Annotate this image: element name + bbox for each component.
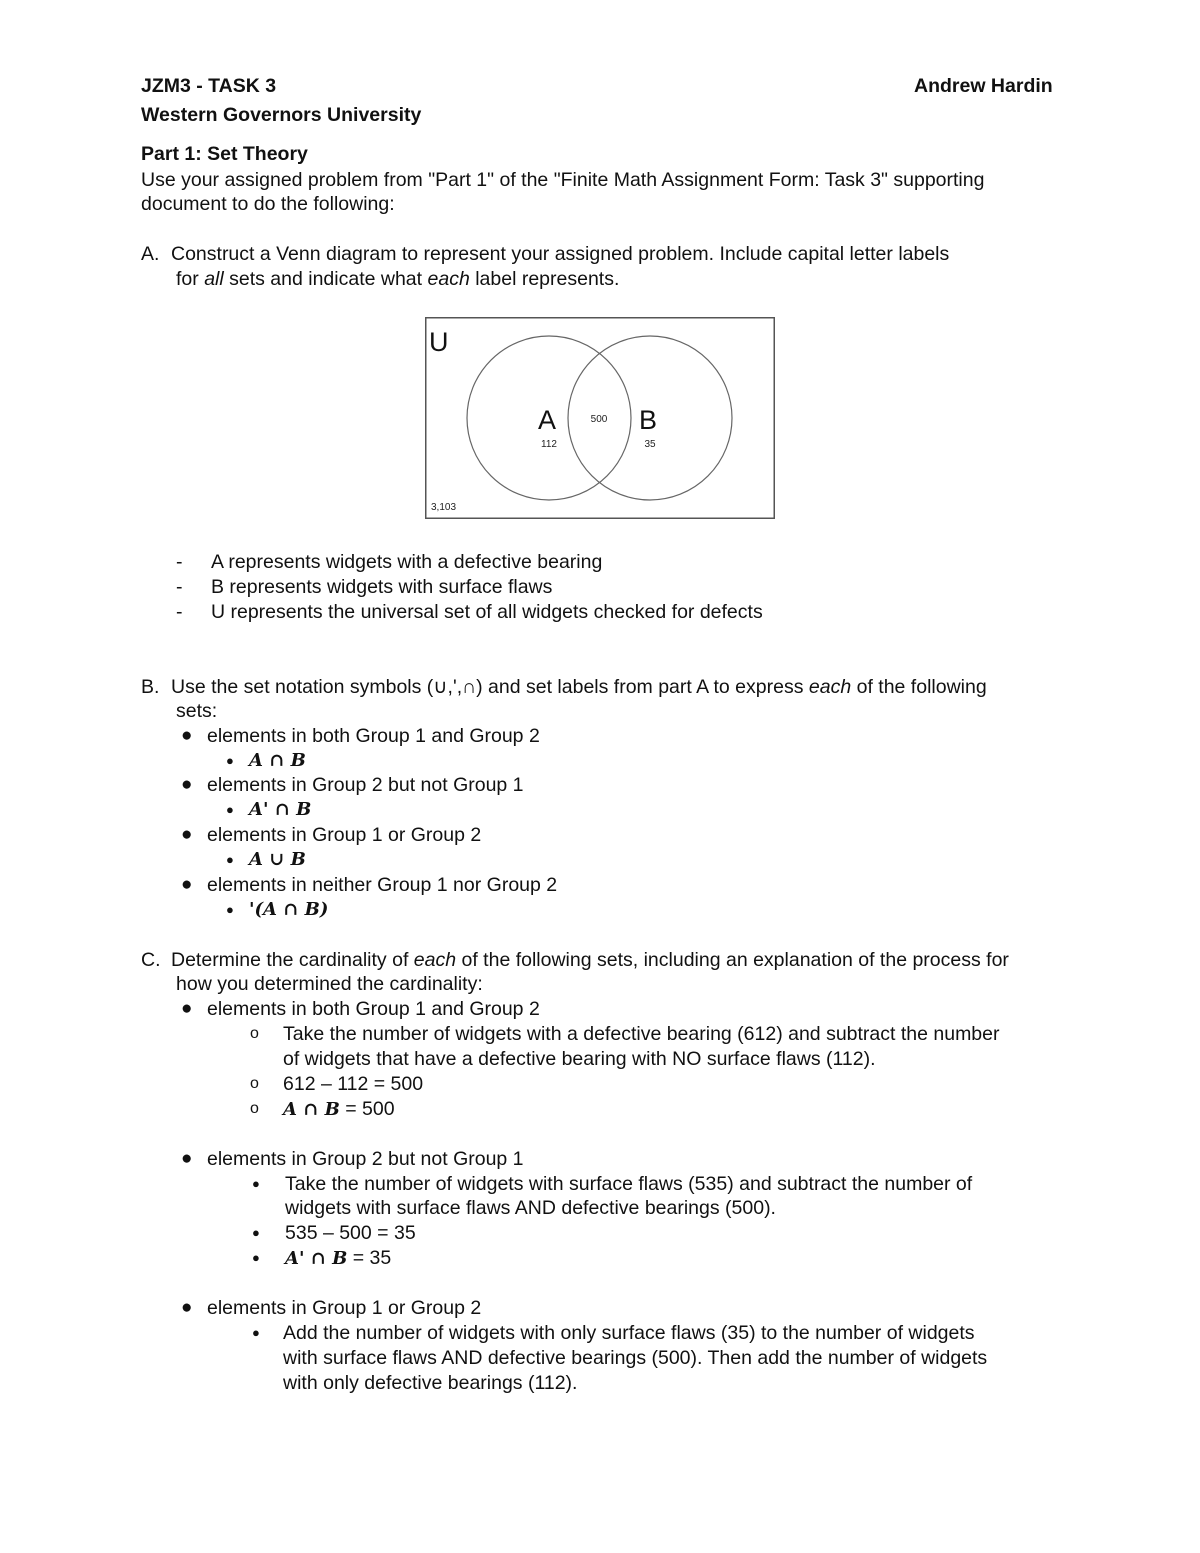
c-item3-explain3: with only defective bearings (112). — [283, 1372, 578, 1394]
bullet-icon: ● — [226, 753, 234, 768]
bullet-icon: ● — [181, 824, 193, 845]
dash-marker: - — [176, 601, 183, 623]
section-c-line2: how you determined the cardinality: — [176, 973, 483, 995]
c-item2-result: A' ∩ B = 35 — [285, 1247, 392, 1269]
c-item2-calc: 535 – 500 = 35 — [285, 1222, 416, 1244]
bullet-icon: ● — [181, 1297, 193, 1318]
set-a-label: A — [538, 405, 557, 435]
section-b-letter: B. — [141, 676, 160, 698]
c-item1-calc: 612 – 112 = 500 — [283, 1073, 424, 1095]
author-name: Andrew Hardin — [914, 75, 1053, 97]
c-item3-label: elements in Group 1 or Group 2 — [207, 1297, 482, 1319]
b-item4-label: elements in neither Group 1 nor Group 2 — [207, 874, 558, 896]
bullet-icon: ● — [252, 1176, 260, 1191]
bullet-icon: ● — [226, 852, 234, 867]
bullet-icon: ● — [181, 774, 193, 795]
bullet-icon: ● — [226, 802, 234, 817]
bullet-icon: ● — [252, 1225, 260, 1240]
outside-count: 3,103 — [431, 502, 457, 513]
c-item1-explain2: of widgets that have a defective bearing with NO surface flaws (112). — [283, 1048, 876, 1070]
dash-marker: - — [176, 576, 183, 598]
c-item3-explain2: with surface flaws AND defective bearings (500). Then add the number of widgets — [283, 1347, 988, 1369]
part1-intro-line2: document to do the following: — [141, 193, 395, 215]
circle-bullet-icon: o — [250, 1075, 259, 1092]
definition-u: U represents the universal set of all widgets checked for defects — [211, 601, 763, 623]
b-item4-answer: '(A ∩ B) — [249, 899, 329, 920]
definition-b: B represents widgets with surface flaws — [211, 576, 553, 598]
circle-bullet-icon: o — [250, 1025, 259, 1042]
bullet-icon: ● — [252, 1325, 260, 1340]
section-c-letter: C. — [141, 949, 161, 971]
circle-bullet-icon: o — [250, 1100, 259, 1117]
b-item3-answer: A ∪ B — [249, 849, 306, 870]
b-item2-label: elements in Group 2 but not Group 1 — [207, 774, 524, 796]
section-a-letter: A. — [141, 243, 160, 265]
universe-label: U — [429, 327, 449, 357]
section-a-line1: Construct a Venn diagram to represent your assigned problem. Include capital letter labels — [171, 243, 950, 265]
b-item1-label: elements in both Group 1 and Group 2 — [207, 725, 540, 747]
university-name: Western Governors University — [141, 104, 422, 126]
bullet-icon: ● — [181, 998, 193, 1019]
b-item3-label: elements in Group 1 or Group 2 — [207, 824, 482, 846]
bullet-icon: ● — [181, 725, 193, 746]
section-b-line2: sets: — [176, 700, 218, 722]
definition-a: A represents widgets with a defective bearing — [211, 551, 603, 573]
c-item2-label: elements in Group 2 but not Group 1 — [207, 1148, 524, 1170]
bullet-icon: ● — [226, 902, 234, 917]
set-b-label: B — [639, 405, 658, 435]
bullet-icon: ● — [181, 874, 193, 895]
course-title: JZM3 - TASK 3 — [141, 75, 277, 97]
intersection-count: 500 — [590, 414, 608, 425]
part1-intro-line1: Use your assigned problem from "Part 1" of the "Finite Math Assignment Form: Task 3" supporting — [141, 169, 985, 191]
venn-diagram — [425, 317, 775, 519]
section-c-line1: Determine the cardinality of each of the following sets, including an explanation of the process for — [171, 949, 1009, 971]
section-b-line1: Use the set notation symbols (∪,',∩) and set labels from part A to express each of the following — [171, 676, 987, 698]
dash-marker: - — [176, 551, 183, 573]
c-item1-result: A ∩ B = 500 — [283, 1098, 395, 1120]
c-item2-explain1: Take the number of widgets with surface flaws (535) and subtract the number of — [285, 1173, 973, 1195]
b-item2-answer: A' ∩ B — [249, 799, 312, 820]
c-item2-explain2: widgets with surface flaws AND defective bearings (500). — [285, 1197, 776, 1219]
c-item3-explain1: Add the number of widgets with only surface flaws (35) to the number of widgets — [283, 1322, 975, 1344]
section-a-line2: for all sets and indicate what each label represents. — [176, 268, 620, 290]
part1-title: Part 1: Set Theory — [141, 143, 308, 165]
only-a-count: 112 — [541, 439, 557, 450]
bullet-icon: ● — [252, 1250, 260, 1265]
only-b-count: 35 — [644, 439, 656, 450]
c-item1-explain1: Take the number of widgets with a defective bearing (612) and subtract the number — [283, 1023, 1000, 1045]
c-item1-label: elements in both Group 1 and Group 2 — [207, 998, 540, 1020]
bullet-icon: ● — [181, 1148, 193, 1169]
b-item1-answer: A ∩ B — [249, 750, 306, 771]
